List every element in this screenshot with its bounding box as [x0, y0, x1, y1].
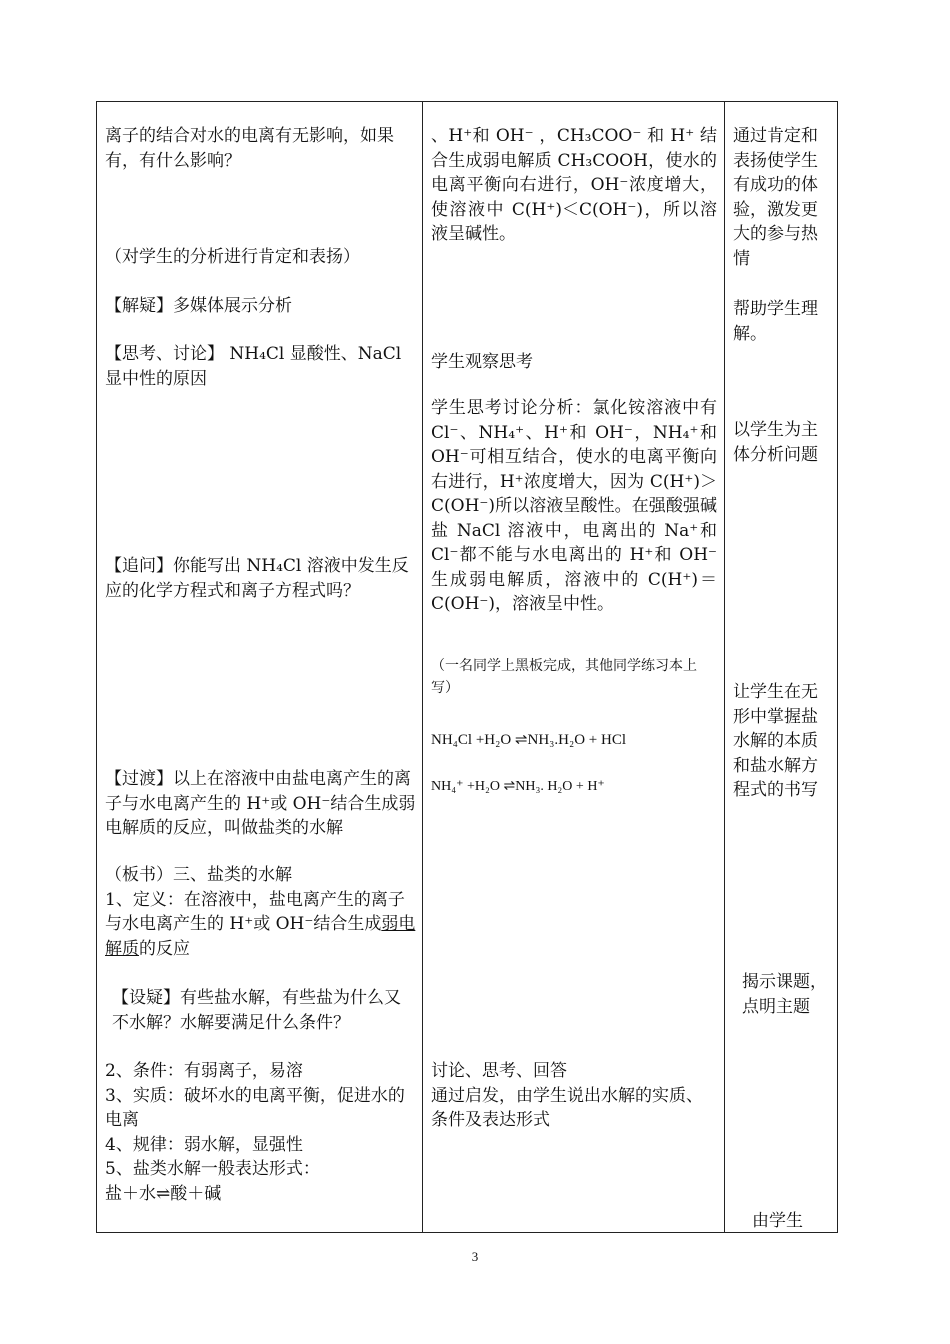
teacher-question: 离子的结合对水的电离有无影响，如果有，有什么影响？	[105, 126, 394, 171]
student-discussion: 讨论、思考、回答 通过启发，由学生说出水解的实质、条件及表达形式	[431, 1061, 703, 1130]
intent-encourage: 通过肯定和表扬使学生有成功的体验，激发更大的参与热情	[733, 126, 818, 269]
ionic-equation: NH₄⁺ +H₂O ⇌NH₃. H₂O + H⁺	[431, 779, 605, 794]
summary-expression: 盐＋水⇌酸＋碱	[105, 1183, 222, 1204]
summary-form: 5、盐类水解一般表达形式：	[105, 1159, 320, 1179]
board-definition	[105, 863, 417, 961]
column-divider-1	[422, 102, 423, 1232]
intent-master: 让学生在无形中掌握盐水解的本质和盐水解方程式的书写	[733, 682, 818, 800]
teacher-praise: （对学生的分析进行肯定和表扬）	[105, 247, 360, 267]
student-board-task: （一名同学上黑板完成，其他同学练习本上写）	[431, 658, 697, 696]
student-analysis-1: 、H⁺和 OH⁻ ，CH₃COO⁻ 和 H⁺ 结合生成弱电解质 CH₃COOH，使水的电离平衡向右进行，OH⁻浓度增大，使溶液中 C(H⁺)＜C(OH⁻)，所以溶液呈碱性。	[431, 126, 717, 244]
student-analysis-2: 学生思考讨论分析：氯化铵溶液中有 Cl⁻、NH₄⁺、H⁺和 OH⁻，NH₄⁺和 OH⁻可相互结合，使水的电离平衡向右进行，H⁺浓度增大，因为 C(H⁺)＞C(OH⁻)所以溶液呈酸性。在强酸强碱盐 NaCl 溶液中，电离出的 Na⁺和 Cl⁻都不能与水电离出的 H⁺和 OH⁻生成弱电解质，溶液中的 C(H⁺)＝C(OH⁻)，溶液呈中性。	[431, 398, 717, 614]
intent-topic: 揭示课题，点明主题	[742, 972, 827, 1017]
teacher-follow-up: 【追问】你能写出 NH₄Cl 溶液中发生反应的化学方程式和离子方程式吗？	[105, 556, 409, 601]
teacher-question-2: 【设疑】有些盐水解，有些盐为什么又不水解？水解要满足什么条件？	[112, 988, 401, 1033]
summary-essence: 3、实质：破坏水的电离平衡，促进水的电离	[105, 1085, 405, 1130]
teacher-discussion: 【思考、讨论】 NH₄Cl 显酸性、NaCl 显中性的原因	[105, 344, 402, 389]
definition-text: 1、定义：在溶液中，盐电离产生的离子与水电离产生的 H⁺或 OH⁻结合生成弱电解质的反应	[105, 889, 416, 959]
board-heading: （板书）三、盐类的水解	[105, 865, 292, 885]
intent-student-centered: 以学生为主体分析问题	[733, 420, 818, 465]
page-number: 3	[471, 1249, 479, 1264]
summary-rule: 4、规律：弱水解，显强性	[105, 1134, 303, 1155]
chemical-equation: NH₄Cl +H₂O ⇌NH₃.H₂O + HCl	[431, 732, 626, 748]
student-observe: 学生观察思考	[431, 352, 533, 372]
teacher-transition: 【过渡】以上在溶液中由盐电离产生的离子与水电离产生的 H⁺或 OH⁻结合生成弱电解质的反应，叫做盐类的水解	[105, 769, 416, 838]
summary-condition: 2、条件：有弱离子，易溶	[105, 1061, 303, 1081]
intent-by-student: 由学生	[752, 1211, 803, 1231]
board-summary	[105, 1059, 417, 1206]
column-divider-2	[724, 102, 725, 1232]
weak-electrolyte-term: 弱电解质	[105, 914, 416, 959]
intent-understand: 帮助学生理解。	[733, 299, 818, 344]
teacher-explain: 【解疑】多媒体展示分析	[105, 296, 292, 316]
